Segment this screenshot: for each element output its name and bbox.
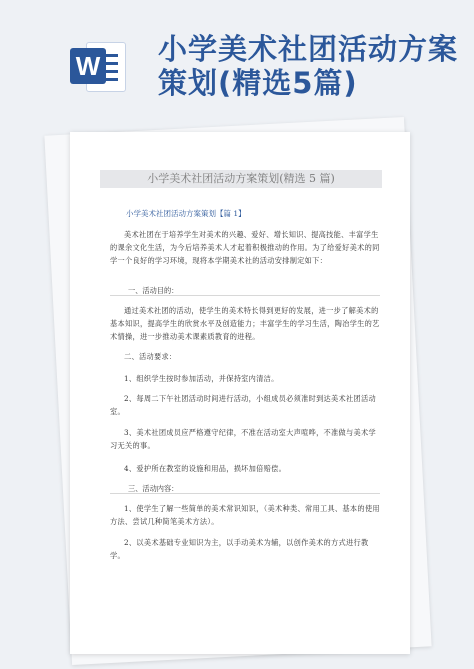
section-title: 小学美术社团活动方案策划【篇 1】 — [126, 209, 246, 218]
document-page — [70, 132, 410, 654]
heading-content: 三、活动内容： — [110, 484, 380, 494]
content-item: 2、以美术基础专业知识为主，以手动美术为辅，以创作美术的方式进行教学。 — [110, 538, 369, 560]
word-document-icon — [70, 38, 128, 96]
document-heading: 小学美术社团活动方案策划(精选 5 篇) — [100, 170, 382, 188]
purpose-paragraph: 通过美术社团的活动，使学生的美术特长得到更好的发展，进一步了解美术的基本知识，提高学生的欣赏水平及创造能力；丰富学生的学习生活，陶冶学生的艺术情操，进一步推动美术课素质教育的进程。 — [110, 306, 380, 341]
heading-purpose: 一、活动目的： — [110, 286, 380, 296]
requirement-item: 2、每周二下午社团活动时间进行活动，小组成员必须准时到达美术社团活动室。 — [110, 394, 376, 416]
header — [0, 0, 474, 122]
content-item: 1、使学生了解一些简单的美术常识知识，（美术种类、常用工具、基本的使用方法、尝试几种简笔美术方法）。 — [110, 504, 380, 526]
heading-requirements: 二、活动要求： — [124, 352, 177, 361]
intro-paragraph: 美术社团在于培养学生对美术的兴趣、爱好、增长知识、提高技能、丰富学生的课余文化生活，为今后培养美术人才起着积极推动的作用。为了给爱好美术的同学一个良好的学习环境，现将本学期美术社的活动安排制定如下： — [110, 230, 380, 265]
requirement-item: 4、爱护所在教室的设施和用品，损坏加倍赔偿。 — [124, 464, 287, 473]
requirement-item: 3、美术社团成员应严格遵守纪律，不准在活动室大声喧哗，不准做与美术学习无关的事。 — [110, 428, 376, 450]
word-badge: W — [70, 48, 106, 84]
document-title: 小学美术社团活动方案策划(精选5篇) — [158, 32, 459, 100]
requirement-item: 1、组织学生按时参加活动，并保持室内清洁。 — [124, 374, 279, 383]
